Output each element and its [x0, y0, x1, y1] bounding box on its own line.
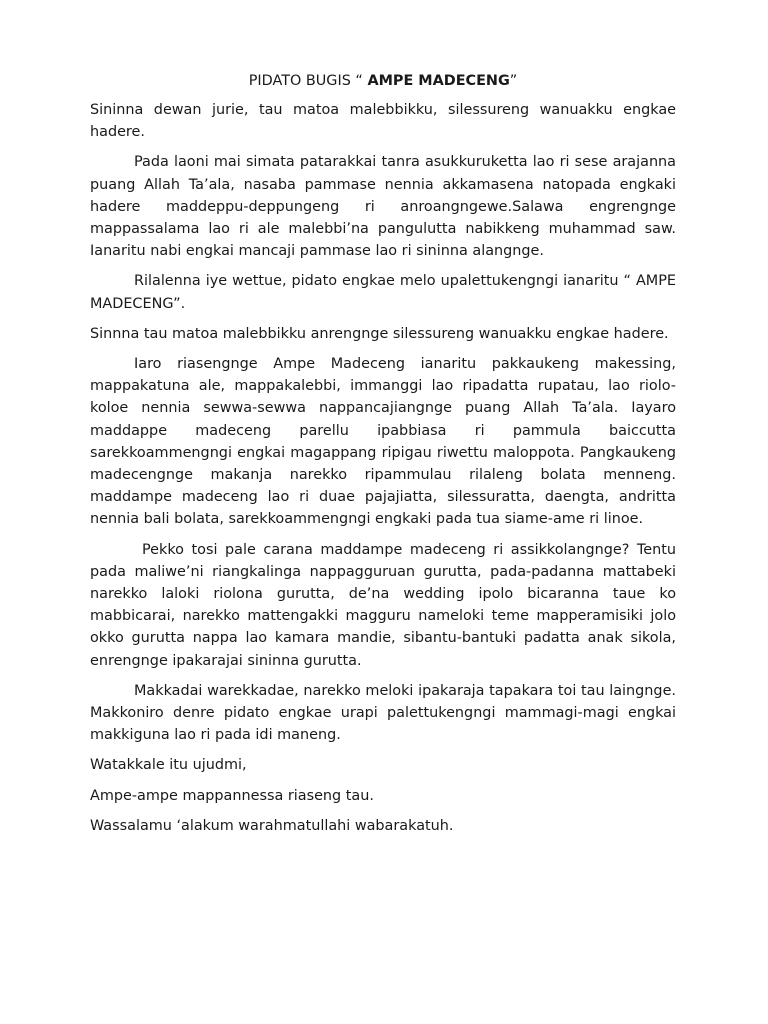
greeting-paragraph: Sininna dewan jurie, tau matoa malebbikku, silessureng wanuakku engkae hadere.	[90, 102, 676, 141]
address-paragraph: Sinnna tau matoa malebbikku anrengnge silessureng wanuakku engkae hadere.	[90, 325, 669, 342]
body-paragraph-2: Pekko tosi pale carana maddampe madeceng ri assikkolangnge? Tentu pada maliwe’ni riangkalinga nappagguruan gurutta, pada-padanna mattabeki narekko laloki riolona gurutta, de’na wedding ipolo bicaranna taue ko mabbicarai, narekko mattengakki magguru nameloki teme mapperamisiki jolo okko gurutta nappa lao kamara mandie, sibantu-bantuki padatta anak sikola, enrengnge ipakarajai sininna gurutta.	[90, 541, 676, 669]
verse-line-1: Watakkale itu ujudmi,	[90, 757, 247, 774]
document-body	[90, 70, 676, 845]
title-bold: AMPE MADECENG	[367, 73, 510, 89]
verse-line-2: Ampe-ampe mappannessa riaseng tau.	[90, 787, 374, 804]
title-suffix: ”	[509, 73, 518, 89]
conclusion-paragraph: Makkadai warekkadae, narekko meloki ipakaraja tapakara toi tau laingnge. Makkoniro denre pidato engkae urapi palettukengngi mammagi-magi engkai makkiguna lao ri pada idi maneng.	[90, 682, 676, 744]
topic-paragraph: Rilalenna iye wettue, pidato engkae melo upalettukengngi ianaritu “ AMPE MADECENG”.	[90, 273, 676, 312]
closing-salutation: Wassalamu ‘alakum warahmatullahi wabarakatuh.	[90, 817, 454, 834]
document-title	[90, 70, 676, 92]
title-prefix: PIDATO BUGIS “	[248, 73, 368, 89]
opening-paragraph: Pada laoni mai simata patarakkai tanra asukkuruketta lao ri sese arajanna puang Allah Ta’ala, nasaba pammase nennia akkamasena natopada engkaki hadere maddeppu-deppungeng ri anroangngewe.Salawa engrengnge mappassalama lao ri ale malebbi’na pangulutta nabikkeng muhammad saw. Ianaritu nabi engkai mancaji pammase lao ri sininna alangnge.	[90, 154, 676, 260]
body-paragraph-1: Iaro riasengnge Ampe Madeceng ianaritu pakkaukeng makessing, mappakatuna ale, mappakalebbi, immanggi lao ripadatta rupatau, lao riolo-koloe nennia sewwa-sewwa nappancajiangnge puang Allah Ta’ala. Iayaro maddappe madeceng parellu ipabbiasa ri pammula baiccutta sarekkoammengngi engkai magappang ripigau riwettu maloppota. Pangkaukeng madecengnge makanja narekko ripammulau rilaleng bolata menneng. maddampe madeceng lao ri duae pajajiatta, silessuratta, daengta, andritta nennia bali bolata, sarekkoammengngi engkaki pada tua siame-ame ri linoe.	[90, 356, 676, 528]
